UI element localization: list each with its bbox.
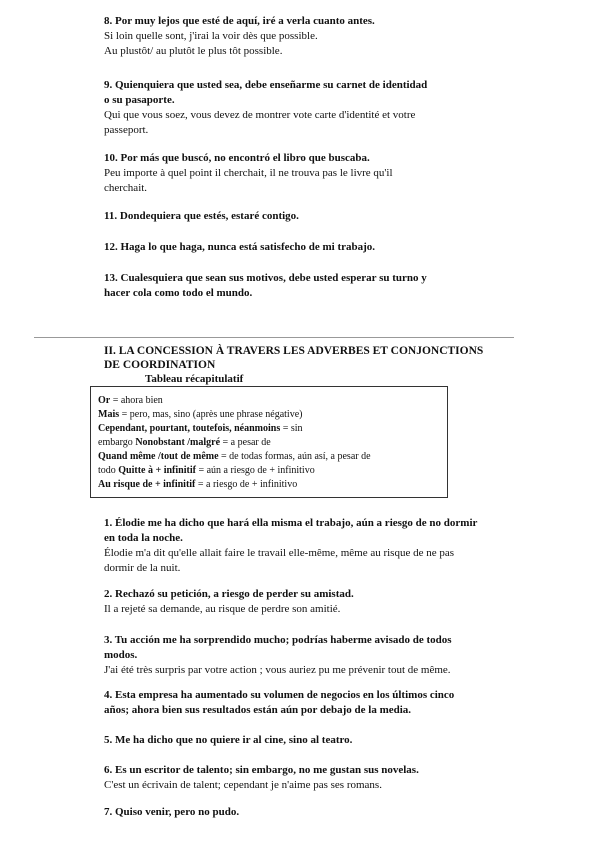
exercise-2-3 [104,633,524,678]
table-line [98,394,444,408]
answer-text: Qui que vous soez, vous devez de montrer vote carte d'identité et votre passeport. [104,109,416,136]
exercise-2-6 [104,763,524,793]
question-text: 12. Haga lo que haga, nunca está satisfecho de mi trabajo. [104,241,376,253]
question-text: 9. Quienquiera que usted sea, debe enseñarme su carnet de identidad o su pasaporte. [104,79,428,106]
question-text: 4. Esta empresa ha aumentado su volumen de negocios en los últimos cinco años; ahora bien sus resultados están aún por debajo de la media. [104,689,455,716]
table-line [98,408,444,422]
section-divider [34,337,514,338]
question-text: 5. Me ha dicho que no quiere ir al cine, sino al teatro. [104,734,353,746]
summary-table-box [90,386,448,498]
answer-text: Élodie m'a dit qu'elle allait faire le travail elle-même, même au risque de ne pas dormir de la nuit. [104,547,455,574]
table-line [98,450,444,464]
answer-text: Il a rejeté sa demande, au risque de perdre son amitié. [104,603,341,615]
prefix: embargo [98,437,136,448]
question-text: 6. Es un escritor de talento; sin embargo, no me gustan sus novelas. [104,764,419,776]
exercise-2-2 [104,587,524,617]
exercise-2-5 [104,733,524,748]
exercise-10 [104,151,524,196]
question-text: 1. Élodie me ha dicho que hará ella misma el trabajo, aún a riesgo de no dormir en toda la noche. [104,517,478,544]
table-line [98,478,444,492]
term: Or [98,395,111,406]
section-heading: II. LA CONCESSION À TRAVERS LES ADVERBES ET CONJONCTIONS DE COORDINATION [104,345,484,371]
table-line [98,464,444,478]
definition: = a riesgo de + infinitivo [195,479,298,490]
term: Quand même /tout de même [98,451,219,462]
table-line [98,422,444,436]
prefix: todo [98,465,119,476]
definition: = aún a riesgo de + infinitivo [195,465,315,476]
definition: = pero, mas, sino (après une phrase négative) [119,409,303,420]
question-text: 7. Quiso venir, pero no pudo. [104,806,240,818]
definition: = ahora bien [110,395,163,406]
question-text: 3. Tu acción me ha sorprendido mucho; podrías haberme avisado de todos modos. [104,634,452,661]
table-title: Tableau récapitulatif [145,373,244,385]
definition: = sin [280,423,303,434]
term: Nonobstant /malgré [135,437,221,448]
term: Quitte à + infinitif [118,465,196,476]
definition: = de todas formas, aún así, a pesar de [218,451,371,462]
exercise-2-1 [104,516,524,576]
exercise-9 [104,78,524,138]
exercise-8 [104,14,524,59]
question-text: 8. Por muy lejos que esté de aquí, iré a verla cuanto antes. [104,15,375,27]
exercise-12 [104,240,524,255]
question-text: 13. Cualesquiera que sean sus motivos, debe usted esperar su turno y hacer cola como todo el mundo. [104,272,427,299]
answer-text: J'ai été très surpris par votre action ; vous auriez pu me prévenir tout de même. [104,664,451,676]
table-line [98,436,444,450]
question-text: 11. Dondequiera que estés, estaré contigo. [104,210,299,222]
exercise-2-4 [104,688,524,718]
answer-text: Si loin quelle sont, j'irai la voir dès que possible. Au plustôt/ au plutôt le plus tôt possible. [104,30,318,57]
question-text: 2. Rechazó su petición, a riesgo de perder su amistad. [104,588,354,600]
answer-text: Peu importe à quel point il cherchait, il ne trouva pas le livre qu'il cherchait. [104,167,393,194]
exercise-11 [104,209,524,224]
term: Au risque de + infinitif [98,479,196,490]
summary-table [98,394,444,492]
question-text: 10. Por más que buscó, no encontró el libro que buscaba. [104,152,370,164]
definition: = a pesar de [220,437,271,448]
term: Mais [98,409,120,420]
exercise-13 [104,271,524,301]
exercise-2-7 [104,805,524,820]
answer-text: C'est un écrivain de talent; cependant je n'aime pas ses romans. [104,779,382,791]
term: Cependant, pourtant, toutefois, néanmoins [98,423,281,434]
